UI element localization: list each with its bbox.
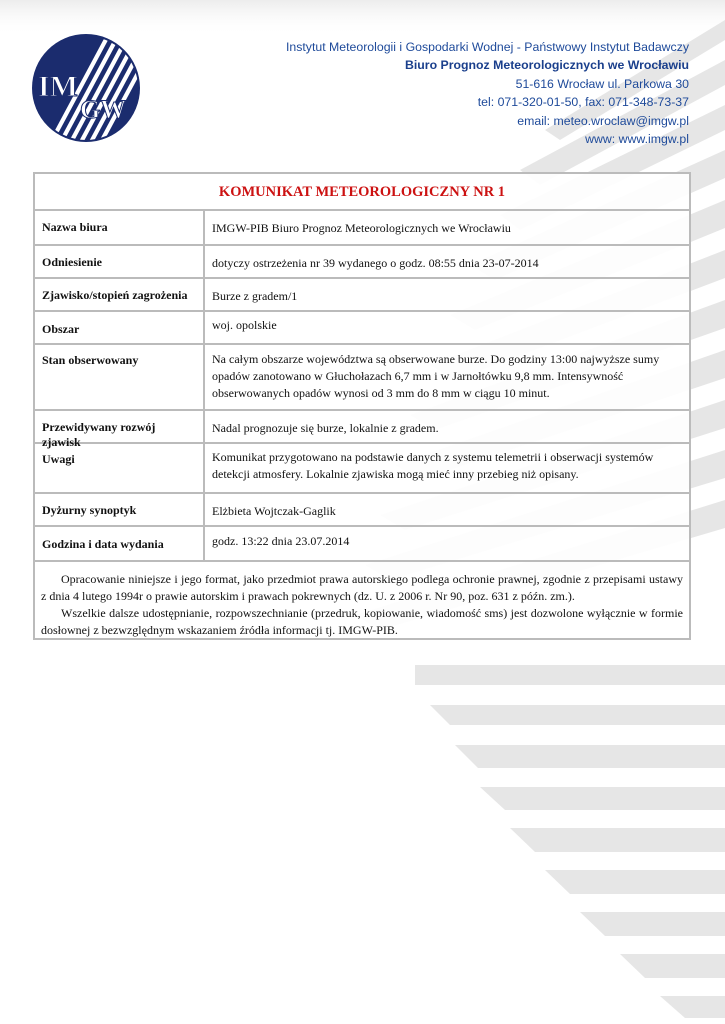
row-label: Obszar	[35, 312, 205, 343]
phone-fax: tel: 071-320-01-50, fax: 071-348-73-37	[477, 95, 689, 110]
row-remarks	[35, 444, 689, 494]
copyright-paragraph: Opracowanie niniejsze i jego format, jako przedmiot prawa autorskiego podlega ochronie prawnej, zgodnie z przepisami ustawy z dnia 4 lutego 1994r o prawie autorskim i prawach pokrewnych (dz. U. z 2006 r. Nr 90, poz. 631 z późn. zm.).	[41, 572, 683, 603]
row-value: godz. 13:22 dnia 23.07.2014	[212, 534, 350, 548]
row-value: Burze z gradem/1	[212, 289, 298, 303]
row-value: IMGW-PIB Biuro Prognoz Meteorologicznych we Wrocławiu	[212, 221, 511, 235]
row-forecast	[35, 411, 689, 449]
row-value: Komunikat przygotowano na podstawie danych z systemu telemetrii i obserwacji systemów detekcji atmosfery. Lokalnie zjawiska mogą mieć inny przebieg niż opisany.	[212, 450, 654, 481]
row-value: dotyczy ostrzeżenia nr 39 wydanego o godz. 08:55 dnia 23-07-2014	[212, 256, 539, 270]
office-name: Biuro Prognoz Meteorologicznych we Wrocławiu	[405, 58, 689, 73]
email-link[interactable]: email: meteo.wroclaw@imgw.pl	[517, 113, 689, 128]
row-reference	[35, 246, 689, 279]
row-value: Nadal prognozuje się burze, lokalnie z gradem.	[212, 421, 439, 435]
row-label: Godzina i data wydania	[35, 527, 205, 560]
row-value: woj. opolskie	[212, 318, 277, 332]
row-label: Uwagi	[35, 444, 205, 492]
address: 51-616 Wrocław ul. Parkowa 30	[515, 76, 689, 91]
institute-contact-block	[286, 38, 689, 148]
row-synoptic	[35, 494, 689, 527]
institute-name: Instytut Meteorologii i Gospodarki Wodnej - Państwowy Instytut Badawczy	[285, 40, 689, 54]
bulletin-table	[33, 172, 691, 640]
page-header	[0, 0, 725, 160]
logo-letters-gw: GW	[80, 95, 127, 124]
bulletin-title: KOMUNIKAT METEOROLOGICZNY NR 1	[35, 174, 689, 211]
row-area	[35, 312, 689, 345]
row-value: Na całym obszarze województwa są obserwowane burze. Do godziny 13:00 najwyższe sumy opadów zanotowano w Głuchołazach 6,7 mm i w Jarnołtówku 9,8 mm. Intensywność obserwowanych opadów wynosi od 3 mm do 8 mm w ciągu 10 minut.	[212, 352, 660, 400]
row-phenomenon	[35, 279, 689, 312]
copyright-note	[35, 562, 689, 645]
row-label: Stan obserwowany	[35, 345, 205, 409]
imgw-logo	[30, 32, 142, 144]
row-office	[35, 211, 689, 246]
row-observed-state	[35, 345, 689, 411]
row-label: Odniesienie	[35, 246, 205, 277]
row-label: Zjawisko/stopień zagrożenia	[35, 279, 205, 310]
row-label: Dyżurny synoptyk	[35, 494, 205, 525]
row-label: Przewidywany rozwój zjawisk	[35, 411, 205, 442]
logo-letters-im: IM	[38, 70, 78, 103]
website-link[interactable]: www: www.imgw.pl	[585, 132, 689, 147]
row-value: Elżbieta Wojtczak-Gaglik	[212, 504, 336, 518]
distribution-paragraph: Wszelkie dalsze udostępnianie, rozpowszechnianie (przedruk, kopiowanie, wiadomość sms) jest dozwolone wyłącznie w formie dosłownej z bezwzględnym wskazaniem źródła informacji tj. IMGW-PIB.	[41, 606, 683, 637]
row-label: Nazwa biura	[35, 211, 205, 244]
row-issue-time	[35, 527, 689, 562]
